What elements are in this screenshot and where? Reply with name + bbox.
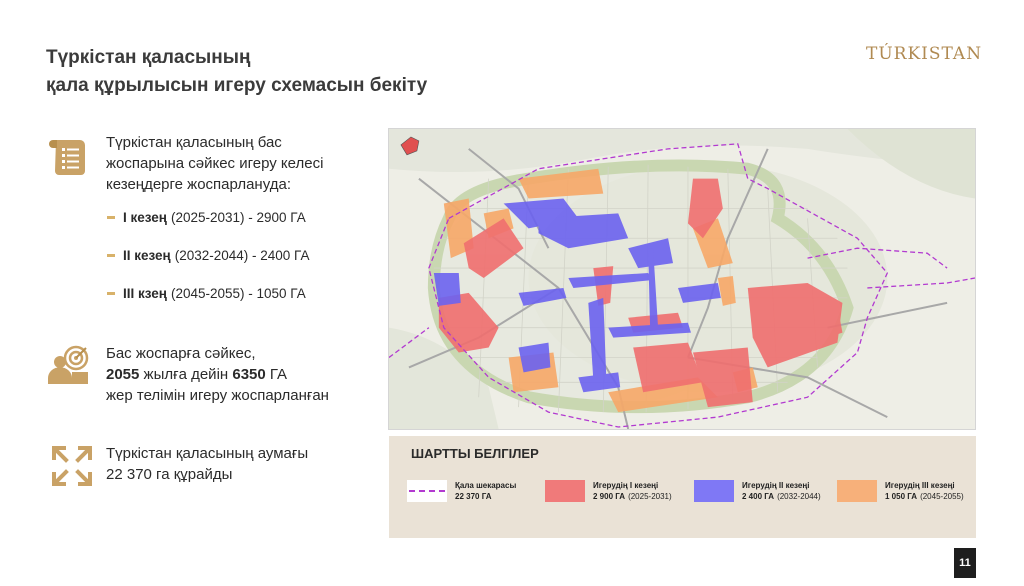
intro-line: кезеңдерге жоспарлануда: xyxy=(106,176,291,193)
legend-item-phase2 xyxy=(694,480,821,502)
legend-value: 2 900 ГА xyxy=(593,492,626,501)
legend-period: (2025-2031) xyxy=(628,492,672,501)
area-line: 22 370 га құрайды xyxy=(106,466,233,483)
legend-value: 1 050 ГА xyxy=(885,492,918,501)
intro-text xyxy=(106,132,323,195)
bullet-dash-icon xyxy=(107,292,115,295)
document-list-icon xyxy=(48,134,92,178)
plan-line: Бас жоспарға сәйкес, xyxy=(106,345,256,362)
target-person-icon xyxy=(46,344,90,388)
plan-text xyxy=(106,343,329,406)
area-line: Түркістан қаласының аумағы xyxy=(106,445,309,462)
plan-year: 2055 xyxy=(106,366,140,383)
phase-item xyxy=(107,274,309,312)
legend-period: (2032-2044) xyxy=(777,492,821,501)
legend-period: (2045-2055) xyxy=(920,492,964,501)
phase-name: І кезең xyxy=(123,209,167,225)
plan-unit: ГА xyxy=(265,366,288,383)
legend-value: 22 370 ГА xyxy=(455,492,492,501)
bullet-dash-icon xyxy=(107,254,115,257)
brand-logo: TÚRKISTAN xyxy=(866,44,983,64)
plan-line xyxy=(106,364,329,385)
intro-line: жоспарына сәйкес игеру келесі xyxy=(106,155,324,172)
phase-item xyxy=(107,198,309,236)
intro-line: Түркістан қаласының бас xyxy=(106,134,282,151)
phase-item xyxy=(107,236,309,274)
title-line-2: қала құрылысын игеру схемасын бекіту xyxy=(46,75,428,96)
legend-title: ШАРТТЫ БЕЛГІЛЕР xyxy=(411,446,539,461)
page-title xyxy=(46,44,427,100)
phase1-swatch xyxy=(545,480,585,502)
legend-value: 2 400 ГА xyxy=(742,492,775,501)
master-plan-map xyxy=(388,128,976,430)
legend-item-boundary xyxy=(407,480,516,502)
phase-period: (2045-2055) - 1050 ГА xyxy=(170,285,306,301)
bullet-dash-icon xyxy=(107,216,115,219)
phase-name: ІІ кезең xyxy=(123,247,171,263)
plan-mid: жылға дейін xyxy=(139,366,233,383)
phase-period: (2032-2044) - 2400 ГА xyxy=(174,247,310,263)
page-number: 11 xyxy=(954,548,976,578)
legend-label: Игерудің ІІ кезеңі xyxy=(742,481,810,490)
legend-item-phase3 xyxy=(837,480,964,502)
phase-name: ІІІ кзең xyxy=(123,285,167,301)
legend-label: Игерудің ІІІ кезеңі xyxy=(885,481,955,490)
boundary-swatch xyxy=(407,480,447,502)
plan-line: жер телімін игеру жоспарланған xyxy=(106,387,329,404)
phase-list xyxy=(107,198,309,312)
legend-label: Қала шекарасы xyxy=(455,481,517,490)
phase2-swatch xyxy=(694,480,734,502)
phase-period: (2025-2031) - 2900 ГА xyxy=(170,209,306,225)
map-legend xyxy=(389,436,976,538)
legend-item-phase1 xyxy=(545,480,672,502)
phase3-swatch xyxy=(837,480,877,502)
title-line-1: Түркістан қаласының xyxy=(46,47,251,68)
area-text xyxy=(106,443,308,485)
plan-area: 6350 xyxy=(232,366,266,383)
legend-label: Игерудің І кезеңі xyxy=(593,481,659,490)
expand-arrows-icon xyxy=(50,444,94,488)
